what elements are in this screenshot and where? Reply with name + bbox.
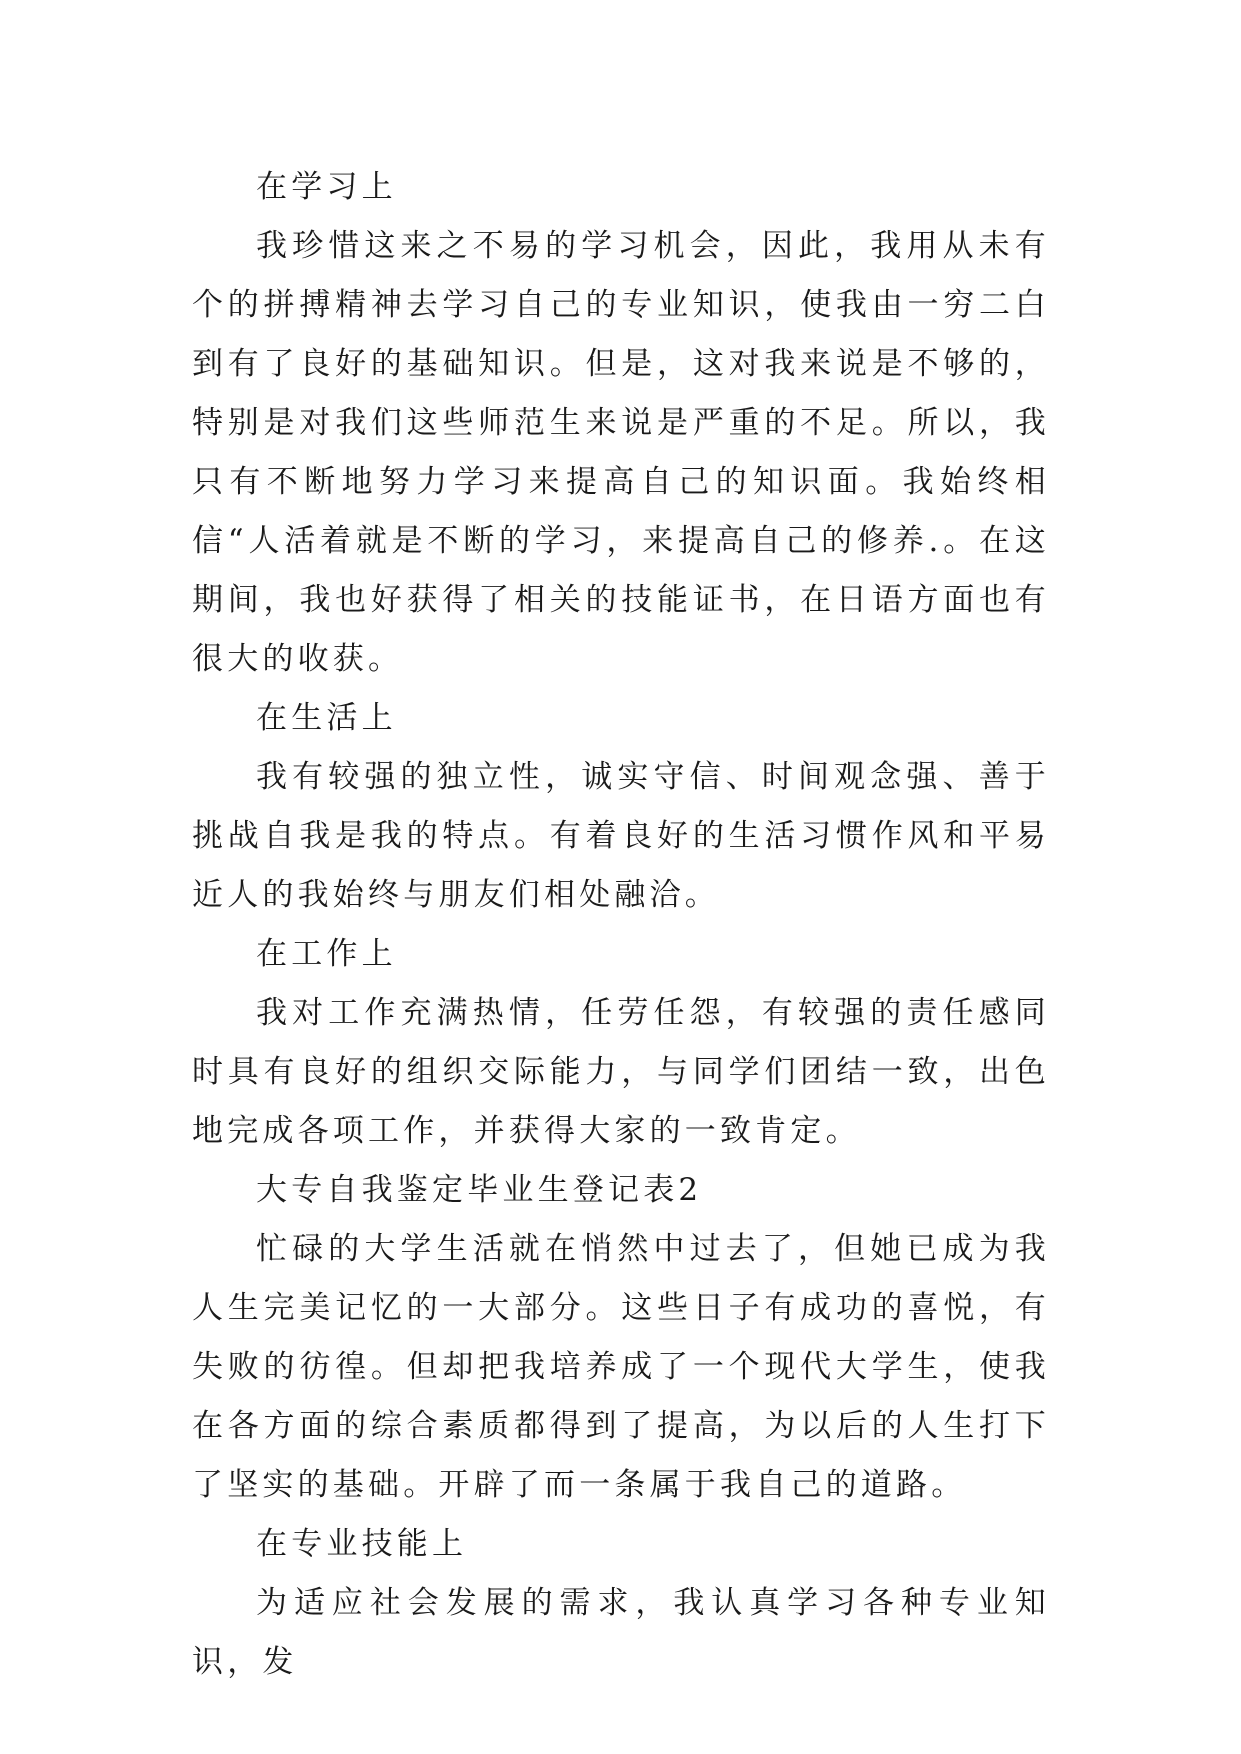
- document-title-2: 大专自我鉴定毕业生登记表2: [256, 1172, 703, 1208]
- paragraph-study: 我珍惜这来之不易的学习机会，因此，我用从未有个的拼搏精神去学习自己的专业知识，使我由一穷二白到有了良好的基础知识。但是，这对我来说是不够的，特别是对我们这些师范生来说是严重的不足。所以，我只有不断地努力学习来提高自己的知识面。我始终相信“人活着就是不断的学习，来提高自己的修养.。在这期间，我也好获得了相关的技能证书，在日语方面也有很大的收获。: [192, 228, 1050, 677]
- paragraph-life: 我有较强的独立性，诚实守信、时间观念强、善于挑战自我是我的特点。有着良好的生活习惯作风和平易近人的我始终与朋友们相处融洽。: [192, 759, 1050, 913]
- section-heading-study: 在学习上: [256, 169, 397, 205]
- section-heading-work: 在工作上: [256, 936, 397, 972]
- paragraph-work: 我对工作充满热情，任劳任怨，有较强的责任感同时具有良好的组织交际能力，与同学们团结一致，出色地完成各项工作，并获得大家的一致肯定。: [192, 995, 1050, 1149]
- document-body: [192, 158, 1050, 1692]
- paragraph-skills: 为适应社会发展的需求，我认真学习各种专业知识，发: [192, 1585, 1050, 1680]
- section-heading-skills: 在专业技能上: [256, 1526, 468, 1562]
- section-heading-life: 在生活上: [256, 700, 397, 736]
- paragraph-college-life: 忙碌的大学生活就在悄然中过去了，但她已成为我人生完美记忆的一大部分。这些日子有成功的喜悦，有失败的彷徨。但却把我培养成了一个现代大学生，使我在各方面的综合素质都得到了提高，为以后的人生打下了坚实的基础。开辟了而一条属于我自己的道路。: [192, 1231, 1050, 1503]
